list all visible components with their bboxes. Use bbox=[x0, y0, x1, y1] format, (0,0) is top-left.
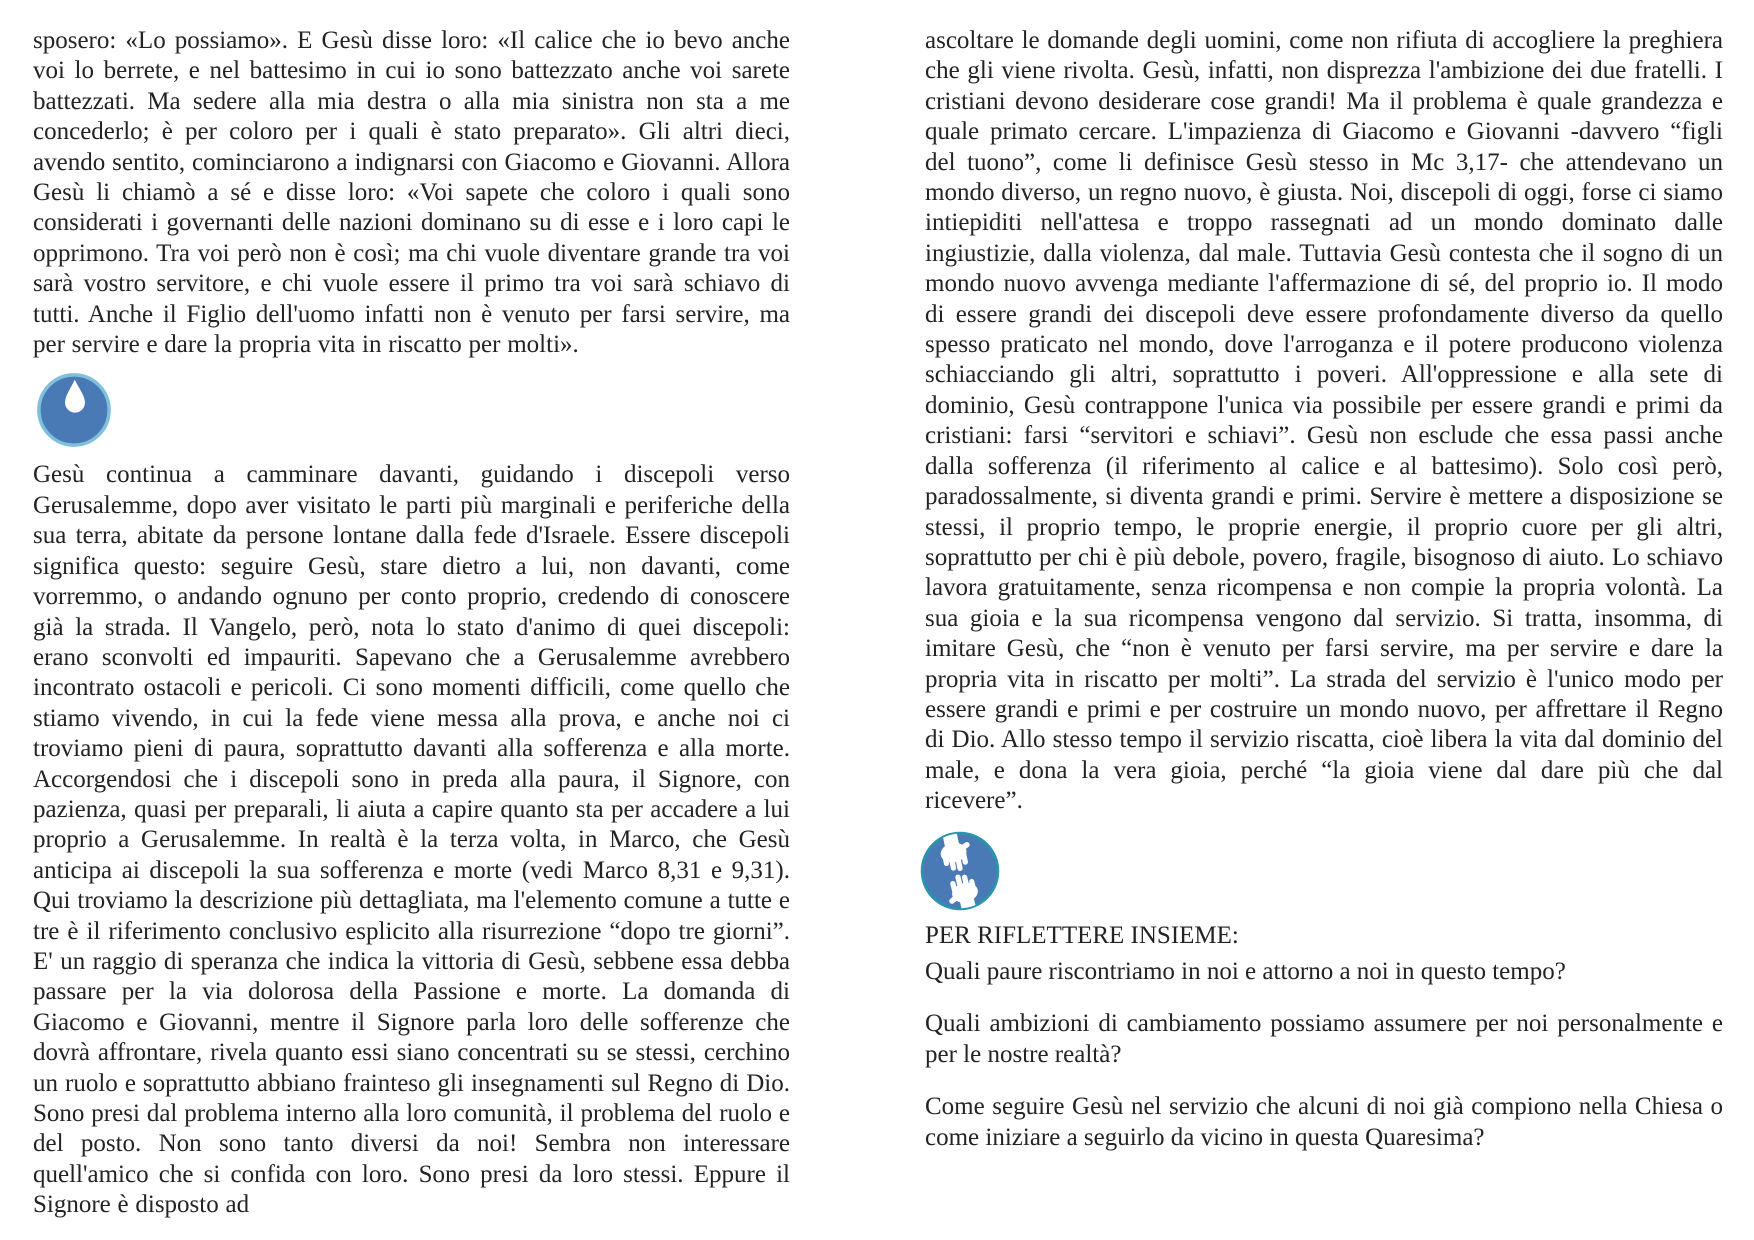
commentary-paragraph: Gesù continua a camminare davanti, guidando i discepoli verso Gerusalemme, dopo aver visitato le parti più marginali e periferiche della sua terra, abitate da persone lontane dalla fede d'Israele. Essere discepoli significa questo: seguire Gesù, stare dietro a lui, non davanti, come vorremmo, o andando ognuno per conto proprio, credendo di conoscere già la strada. Il Vangelo, però, nota lo stato d'animo di quei discepoli: erano sconvolti ed impauriti. Sapevano che a Gerusalemme avrebbero incontrato ostacoli e pericoli. Ci sono momenti difficili, come quello che stiamo vivendo, in cui la fede viene messa alla prova, e anche noi ci troviamo pieni di paura, soprattutto davanti alla sofferenza e alla morte. Accorgendosi che i discepoli sono in preda alla paura, il Signore, con pazienza, quasi per preparali, li aiuta a capire quanto sta per accadere a lui proprio a Gerusalemme. In realtà è la terza volta, in Marco, che Gesù anticipa ai discepoli la sua sofferenza e morte (vedi Marco 8,31 e 9,31). Qui troviamo la descrizione più dettagliata, ma l'elemento comune a tutte e tre è il riferimento conclusivo esplicito alla risurrezione “dopo tre giorni”. E' un raggio di speranza che indica la vittoria di Gesù, sebbene essa debba passare per la via dolorosa della Passione e morte. La domanda di Giacomo e Giovanni, mentre il Signore parla loro delle sofferenze che dovrà affrontare, rivela quanto essi siano concentrati su se stessi, cerchino un ruolo e soprattutto abbiano frainteso gli insegnamenti sul Regno di Dio. Sono presi dal problema interno alla loro comunità, il problema del ruolo e del posto. Non sono tanto diversi da noi! Sembra non interessare quell'amico che si confida con loro. Sono presi da loro stessi. Eppure il Signore è disposto ad bbox=[33, 461, 790, 1219]
helping-hands-icon bbox=[918, 829, 1723, 913]
reflection-question: Quali paure riscontriamo in noi e attorno a noi in questo tempo? bbox=[925, 957, 1566, 985]
commentary-continuation-paragraph: ascoltare le domande degli uomini, come non rifiuta di accogliere la preghiera che gli viene rivolta. Gesù, infatti, non disprezza l'ambizione dei due fratelli. I cristiani devono desiderare cose grandi! Ma il problema è quale grandezza e quale primato cercare. L'impazienza di Giacomo e Giovanni -davvero “figli del tuono”, come li definisce Gesù stesso in Mc 3,17- che attendevano un mondo diverso, un regno nuovo, è giusta. Noi, discepoli di oggi, forse ci siamo intiepiditi nell'attesa e troppo rassegnati ad un mondo dominato dalle ingiustizie, dalla violenza, dal male. Tuttavia Gesù contesta che il sogno di un mondo nuovo avvenga mediante l'affermazione di sé, del proprio io. Il modo di essere grandi dei discepoli deve essere profondamente diverso da quello spesso praticato nel mondo, dove l'arroganza e il potere producono violenza schiacciando gli altri, soprattutto i poveri. All'oppressione e alla sete di dominio, Gesù contrappone l'unica via possibile per essere grandi e primi da cristiani: farsi “servitori e schiavi”. Gesù non esclude che essa passi anche dalla sofferenza (il riferimento al calice e al battesimo). Solo così però, paradossalmente, si diventa grandi e primi. Servire è mettere a disposizione se stessi, il proprio tempo, le proprie energie, il proprio cuore per gli altri, soprattutto per chi è più debole, povero, fragile, bisognoso di aiuto. Lo schiavo lavora gratuitamente, senza ricompensa e non compie la propria volontà. La sua gioia e la sua ricompensa vengono dal servizio. Si tratta, insomma, di imitare Gesù, che “non è venuto per farsi servire, ma per servire e dare la propria vita in riscatto per molti”. La strada del servizio è l'unico modo per essere grandi e primi e per costruire un mondo nuovo, per affrettare il Regno di Dio. Allo stesso tempo il servizio riscatta, cioè libera la vita dal dominio del male, e dona la vera gioia, perché “la gioia viene dal dare più che dal ricevere”. bbox=[925, 27, 1723, 815]
right-column bbox=[925, 26, 1723, 1220]
left-column bbox=[33, 26, 790, 1220]
gospel-text-paragraph: sposero: «Lo possiamo». E Gesù disse loro: «Il calice che io bevo anche voi lo berrete, e nel battesimo in cui io sono battezzato anche voi sarete battezzati. Ma sedere alla mia destra o alla mia sinistra non sta a me concederlo; è per coloro per i quali è stato preparato». Gli altri dieci, avendo sentito, cominciarono a indignarsi con Giacomo e Giovanni. Allora Gesù li chiamò a sé e disse loro: «Voi sapete che coloro i quali sono considerati i governanti delle nazioni dominano su di esse e i loro capi le opprimono. Tra voi però non è così; ma chi vuole diventare grande tra voi sarà vostro servitore, e chi vuole essere il primo tra voi sarà schiavo di tutti. Anche il Figlio dell'uomo infatti non è venuto per farsi servire, ma per servire e dare la propria vita in riscatto per molti». bbox=[33, 27, 790, 359]
baptism-hand-icon bbox=[35, 371, 790, 449]
reflection-question: Quali ambizioni di cambiamento possiamo assumere per noi personalmente e per le nostre realtà? bbox=[925, 1010, 1723, 1068]
reflection-question: Come seguire Gesù nel servizio che alcuni di noi già compiono nella Chiesa o come iniziare a seguirlo da vicino in questa Quaresima? bbox=[925, 1093, 1723, 1151]
reflection-heading: PER RIFLETTERE INSIEME: bbox=[925, 921, 1239, 949]
